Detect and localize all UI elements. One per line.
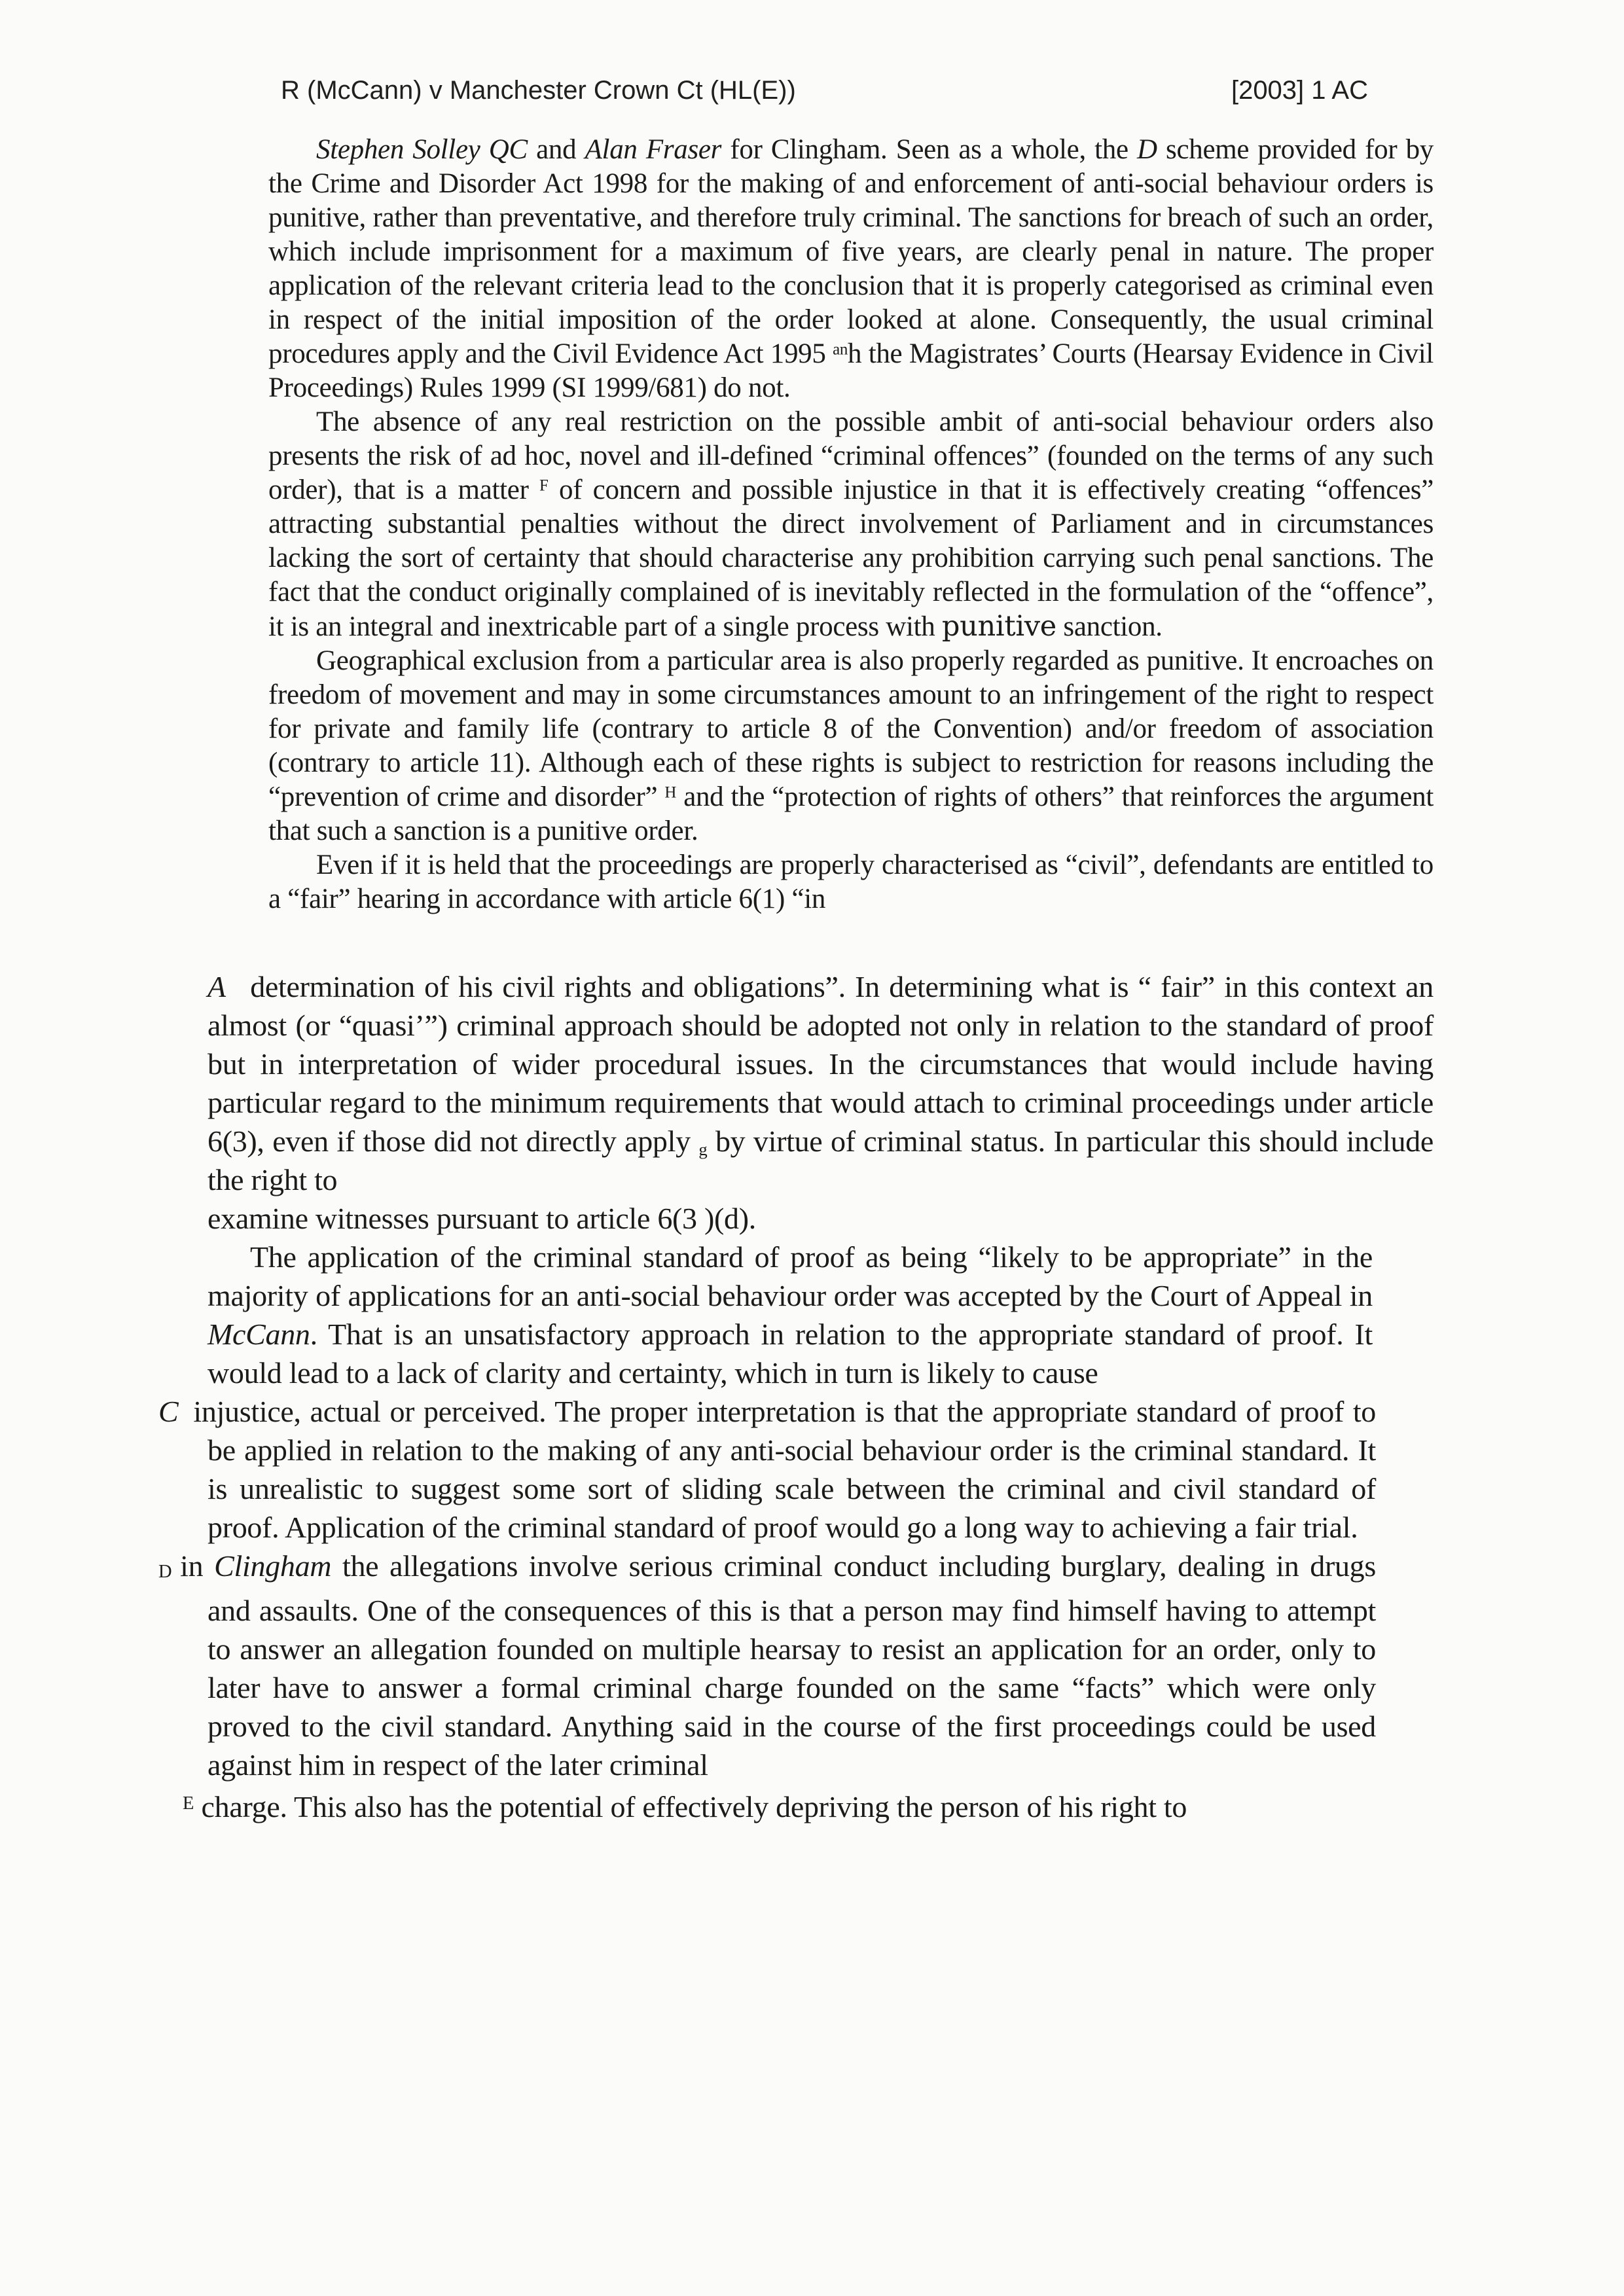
running-header [281,75,1368,106]
section-gap [0,916,1624,967]
paragraph-counsel-submission-3: Geographical exclusion from a particular area is also properly regarded as punitive. It encroaches on freedom of movement and may in some circumstances amount to an infringement of the right to respect for private and family life (contrary to article 8 of the Convention) and/or freedom of association (contrary to article 11). Although each of these rights is subject to restriction for reasons including the “prevention of crime and disorder” $^H$ and the “protection of rights of others” that reinforces the argument that such a sanction is a punitive order. [268,645,1434,846]
paragraph-margin-c: C injustice, actual or perceived. The proper interpretation is that the appropriate standard of proof to be applied in relation to the making of any anti-social behaviour order is the criminal standard. It is unrealistic to suggest some sort of sliding scale between the criminal and civil standard of proof. Application of the criminal standard of proof would go a long way to achieving a fair trial. [158,1395,1376,1544]
paragraph-margin-e: $^E$ charge. This also has the potential of effectively depriving the person of his right to [183,1789,1187,1823]
paragraph-application-of-standard: The application of the criminal standard of proof as being “likely to be appropriate” in the majority of applications for an anti-social behaviour order was accepted by the Court of Appeal in McCann. That is an unsatisfactory approach in relation to the appropriate standard of proof. It would lead to a lack of clarity and certainty, which in turn is likely to cause [208,1240,1373,1390]
paragraph-counsel-submission-4: Even if it is held that the proceedings are properly characterised as “civil”, defendants are entitled to a “fair” hearing in accordance with article 6(1) “in [268,850,1434,914]
running-header-case-name: R (McCann) v Manchester Crown Ct (HL(E)) [281,76,796,105]
paragraph-margin-a: A determination of his civil rights and obligations”. In determining what is “ fair” in this context an almost (or “quasi’”) criminal approach should be adopted not only in relation to the standard of proof but in interpretation of wider procedural issues. In the circumstances that would include having particular regard to the minimum requirements that would attach to criminal proceedings under article 6(3), even if those did not directly apply $_g$ by virtue of criminal status. In particular this should include the right to [208,970,1434,1196]
paragraph-margin-a-continuation: examine witnesses pursuant to article 6(3 )(d). [208,1202,756,1235]
paragraph-margin-d: D in Clingham the allegations involve serious criminal conduct including burglary, dealing in drugs and assaults. One of the consequences of this is that a person may find himself having to attempt to answer an allegation founded on multiple hearsay to resist an application for an order, only to later have to answer a formal criminal charge founded on the same “facts” which were only proved to the civil standard. Anything said in the course of the first proceedings could be used against him in respect of the later criminal [158,1549,1376,1782]
counsel-submissions-block [268,133,1434,916]
paragraph-counsel-submission-1: Stephen Solley QC and Alan Fraser for Clingham. Seen as a whole, the D scheme provided for by the Crime and Disorder Act 1998 for the making of and enforcement of anti-social behaviour orders is punitive, rather than preventative, and therefore truly criminal. The sanctions for breach of such an order, which include imprisonment for a maximum of five years, are clearly penal in nature. The proper application of the relevant criteria lead to the conclusion that it is properly categorised as criminal even in respect of the initial imposition of the order looked at alone. Consequently, the usual criminal procedures apply and the Civil Evidence Act 1995 $^{an}$h the Magistrates’ Courts (Hearsay Evidence in Civil Proceedings) Rules 1999 (SI 1999/681) do not. [268,134,1434,403]
page-body [0,133,1624,1826]
continuation-block [158,967,1434,1826]
running-header-citation: [2003] 1 AC [1231,76,1368,105]
paragraph-counsel-submission-2: The absence of any real restriction on the possible ambit of anti-social behaviour orders also presents the risk of ad hoc, novel and ill-defined “criminal offences” (founded on the terms of any such order), that is a matter $^F$ of concern and possible injustice in that it is effectively creating “offences” attracting substantial penalties without the direct involvement of Parliament and in circumstances lacking the sort of certainty that should characterise any prohibition carrying such penal sanctions. The fact that the conduct originally complained of is inevitably reflected in the formulation of the “offence”, it is an integral and inextricable part of a single process with punitive sanction. [268,406,1434,643]
